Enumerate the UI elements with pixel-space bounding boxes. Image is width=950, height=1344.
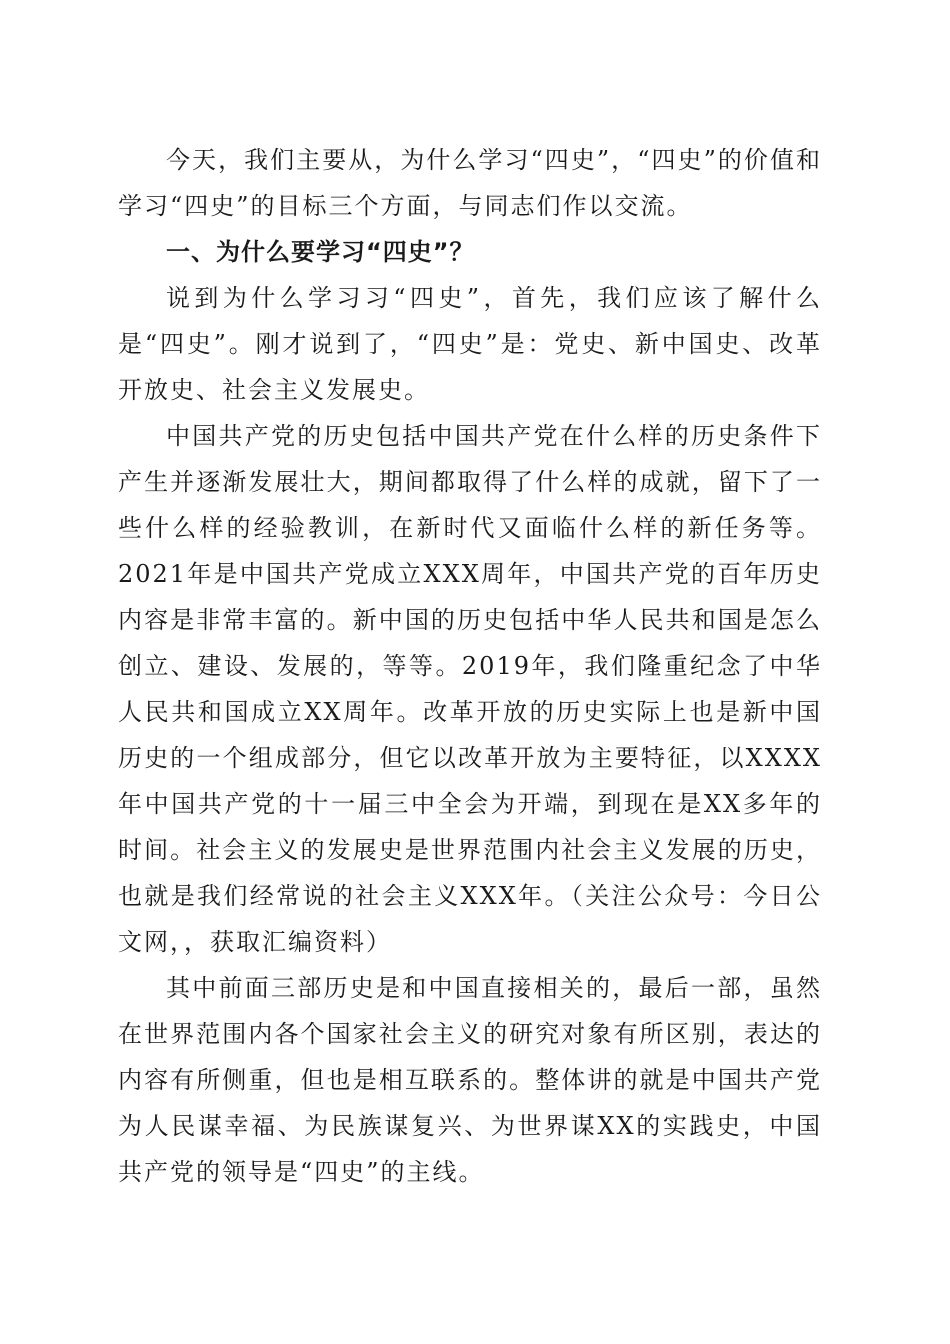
body-paragraph-1: 说到为什么学习习“四史”，首先，我们应该了解什么是“四史”。刚才说到了，“四史”是：党史、新中国史、改革开放史、社会主义发展史。	[118, 284, 822, 404]
document-body	[118, 137, 822, 1195]
body-paragraph-3: 其中前面三部历史是和中国直接相关的，最后一部，虽然在世界范围内各个国家社会主义的研究对象有所区别，表达的内容有所侧重，但也是相互联系的。整体讲的就是中国共产党为人民谋幸福、为民族谋复兴、为世界谋XX的实践史，中国共产党的领导是“四史”的主线。	[118, 974, 822, 1186]
intro-paragraph: 今天，我们主要从，为什么学习“四史”，“四史”的价值和学习“四史”的目标三个方面，与同志们作以交流。	[118, 146, 822, 220]
body-paragraph-2: 中国共产党的历史包括中国共产党在什么样的历史条件下产生并逐渐发展壮大，期间都取得了什么样的成就，留下了一些什么样的经验教训，在新时代又面临什么样的新任务等。2021年是中国共产党成立XXX周年，中国共产党的百年历史内容是非常丰富的。新中国的历史包括中华人民共和国是怎么创立、建设、发展的，等等。2019年，我们隆重纪念了中华人民共和国成立XX周年。改革开放的历史实际上也是新中国历史的一个组成部分，但它以改革开放为主要特征，以XXXX年中国共产党的十一届三中全会为开端，到现在是XX多年的时间。社会主义的发展史是世界范围内社会主义发展的历史，也就是我们经常说的社会主义XXX年。（关注公众号：今日公文网，，获取汇编资料）	[118, 422, 822, 956]
section-heading: 一、为什么要学习“四史”？	[166, 238, 475, 266]
